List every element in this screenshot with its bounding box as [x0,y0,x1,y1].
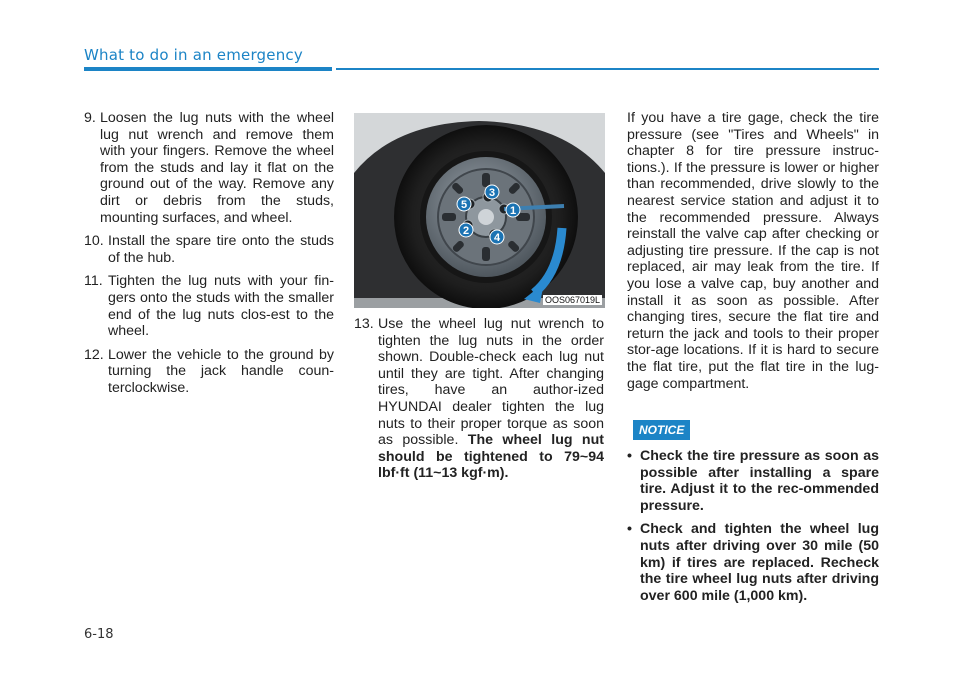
list-item [627,521,879,604]
lug-label-5: 5 [460,199,468,211]
page-number: 6-18 [84,627,114,642]
header-rule [336,68,879,70]
tire-pressure-paragraph: If you have a tire gage, check the tire pressure (see "Tires and Wheels" in chapter 8 for tire pressure instruc-tions.). If the pressure is lower or higher than recommended, drive slowly to the nearest service station and adjust it to the recommended pressure. Always reinstall the valve cap after checking or adjusting tire pressure. If the cap is not replaced, air may leak from the tire. If you lose a valve cap, buy another and install it as soon as possible. After changing tires, secure the flat tire and return the jack and tools to their proper stor-age locations. If it is hard to secure the flat tire, put the flat tire in the lug-gage compartment. [627,110,879,392]
step-item [84,110,334,226]
step-number: 10. [84,233,104,250]
notice-badge: NOTICE [633,420,690,440]
figure-code: OOS067019L [544,295,600,305]
wheel-illustration [354,113,605,308]
bullet-glyph: • [627,521,632,538]
notice-list [627,448,879,611]
list-item [627,448,879,514]
left-column [84,110,334,404]
step-item [354,316,604,482]
step-text: Install the spare tire onto the studs of the hub. [108,233,334,266]
lug-label-1: 1 [509,205,517,217]
step-body: Use the wheel lug nut wrench to tighten the lug nuts in the order shown. Double-check each lug nut until they are tight. After changing tires, have an author-ized HYUNDAI dealer tighten the lug nuts to their proper torque as soon as possible. [378,316,604,449]
bullet-text: Check and tighten the wheel lug nuts after driving over 30 mile (50 km) if tires are replaced. Recheck the tire wheel lug nuts after driving over 600 mile (1,000 km). [640,521,879,604]
middle-column [354,316,604,489]
bullet-text: Check the tire pressure as soon as possible after installing a spare tire. Adjust it to the rec-ommended pressure. [640,448,879,514]
header-accent-bar [84,67,332,71]
step-item [84,233,334,266]
step-text: Lower the vehicle to the ground by turning the jack handle coun-terclockwise. [108,346,334,396]
step-item [84,347,334,397]
step-number: 9. [84,110,96,126]
step-number: 13. [354,316,374,332]
step-text: Loosen the lug nuts with the wheel lug nut wrench and remove them with your fingers. Remove the wheel from the studs and lay it flat on the ground out of the way. Remove any dirt or debris from the studs, mounting surfaces, and wheel. [100,110,334,226]
step-number: 12. [84,346,104,363]
step-item [84,273,334,339]
torque-warning: The wheel lug nut should be tightened to 79~94 lbf·ft (11~13 kgf·m). [378,432,604,482]
step-text: Tighten the lug nuts with your fin-gers onto the studs with the smaller end of the lug nuts clos-est to the wheel. [108,273,334,340]
lug-order-labels [354,113,605,308]
lug-label-2: 2 [462,225,470,237]
step-number: 11. [84,273,103,290]
right-column [627,110,879,392]
bullet-glyph: • [627,448,632,464]
lug-label-4: 4 [493,232,501,244]
lug-label-3: 3 [488,187,496,199]
section-title: What to do in an emergency [84,46,303,64]
step-text [378,316,604,482]
